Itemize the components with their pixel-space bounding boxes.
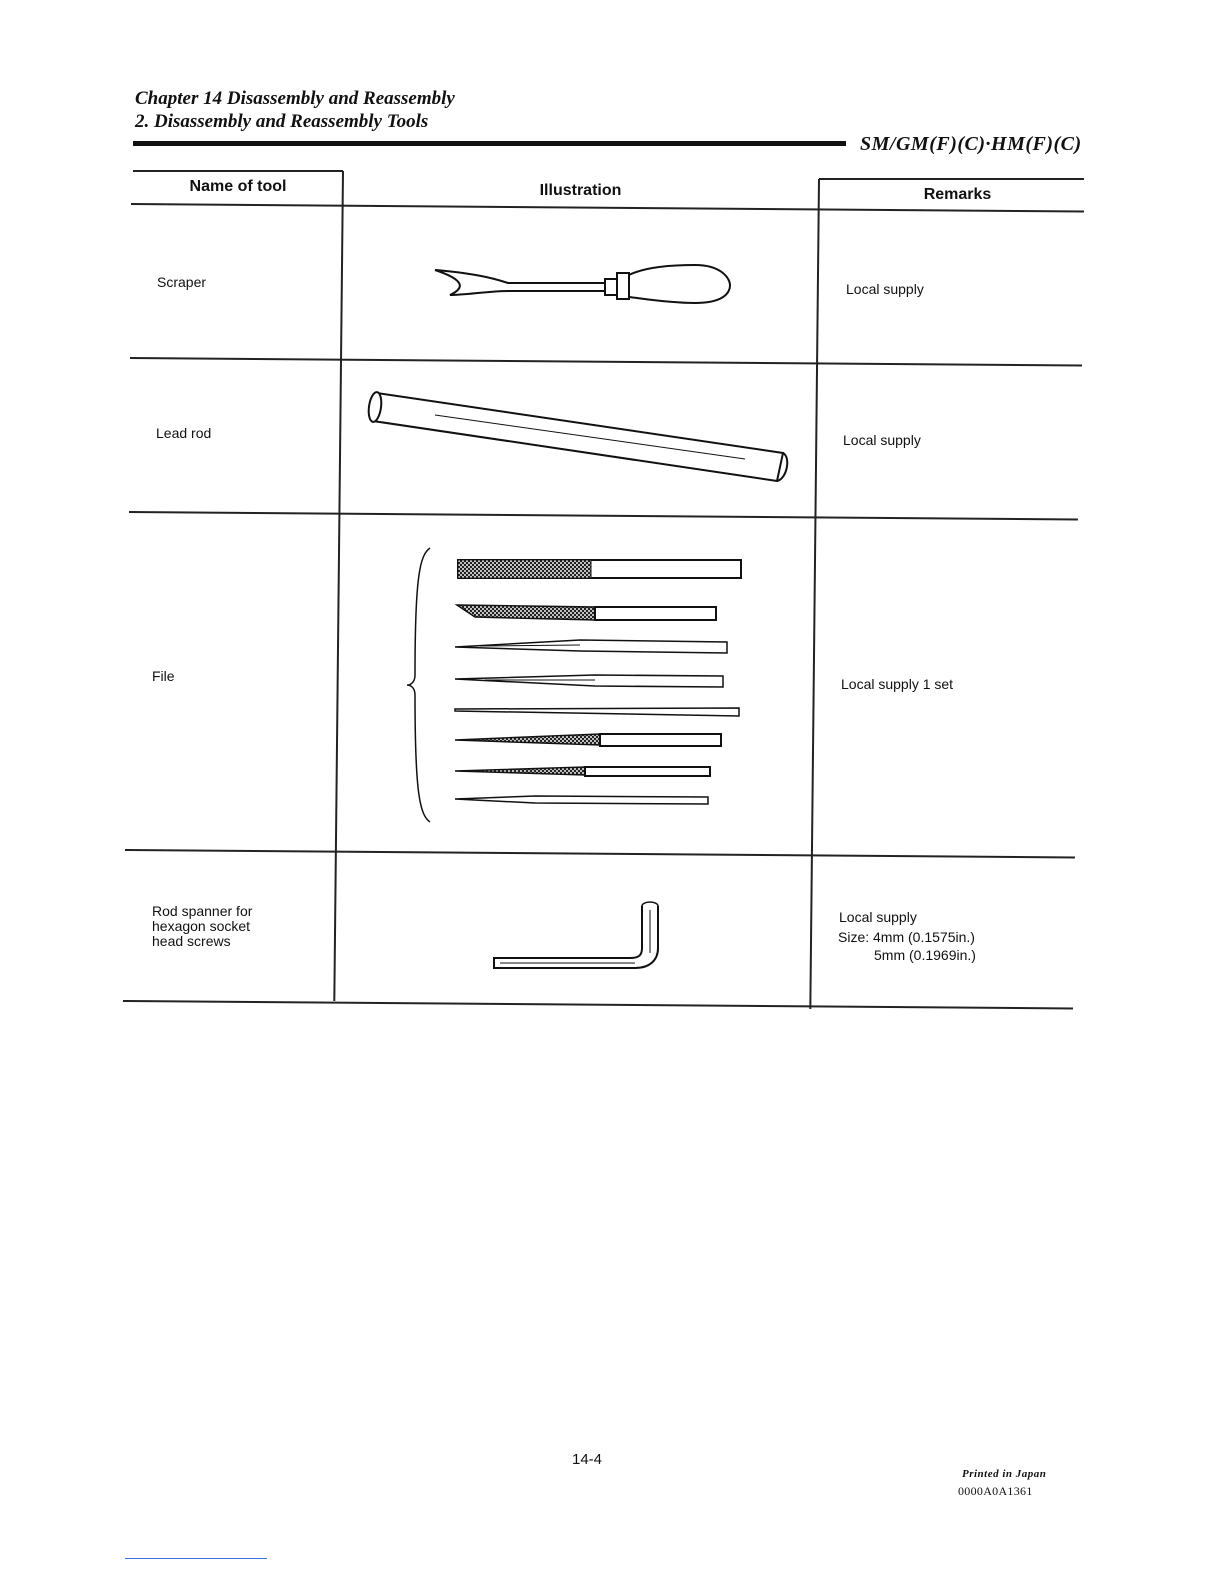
- tool-name-line: Rod spanner for: [152, 903, 253, 919]
- table-rule-bottom: [123, 1000, 1073, 1009]
- table-divider-right: [809, 179, 820, 1009]
- section-title: 2. Disassembly and Reassembly Tools: [135, 111, 429, 132]
- table-rule-row1: [130, 357, 1082, 366]
- footer-rule: [125, 1558, 267, 1559]
- table-rule-row3: [125, 849, 1075, 858]
- column-header-illustration: Illustration: [539, 182, 622, 199]
- lead-rod-icon: [365, 385, 795, 490]
- page-number: 14-4: [572, 1451, 603, 1468]
- scraper-icon: [430, 255, 740, 315]
- hex-key-icon: [490, 898, 670, 973]
- table-rule-top-left: [133, 170, 343, 172]
- column-header-name: Name of tool: [189, 178, 287, 195]
- tool-remarks-line: Size: 4mm (0.1575in.): [838, 929, 975, 945]
- tool-remarks: Local supply: [843, 432, 921, 448]
- table-rule-row2: [129, 511, 1078, 520]
- tool-name: Lead rod: [156, 425, 212, 441]
- tool-name-line: head screws: [152, 933, 231, 949]
- tool-remarks-line: Local supply: [839, 909, 917, 925]
- tool-remarks-line: 5mm (0.1969in.): [874, 947, 976, 963]
- tool-remarks: Local supply: [846, 281, 924, 297]
- tool-name: Scraper: [157, 274, 207, 290]
- chapter-title: Chapter 14 Disassembly and Reassembly: [135, 88, 455, 109]
- table-rule-header: [131, 203, 1084, 212]
- table-rule-top-right: [819, 178, 1084, 180]
- tool-name: File: [152, 668, 175, 684]
- tool-name-line: hexagon socket: [152, 918, 251, 934]
- printed-in-label: Printed in Japan: [962, 1468, 1047, 1480]
- file-set-icon: [405, 545, 750, 825]
- header-rule: [133, 141, 846, 146]
- column-header-remarks: Remarks: [923, 186, 992, 203]
- tool-remarks: Local supply 1 set: [841, 676, 954, 692]
- table-divider-left: [333, 171, 344, 1001]
- model-code: SM/GM(F)(C)·HM(F)(C): [860, 133, 1082, 155]
- document-code: 0000A0A1361: [958, 1484, 1033, 1498]
